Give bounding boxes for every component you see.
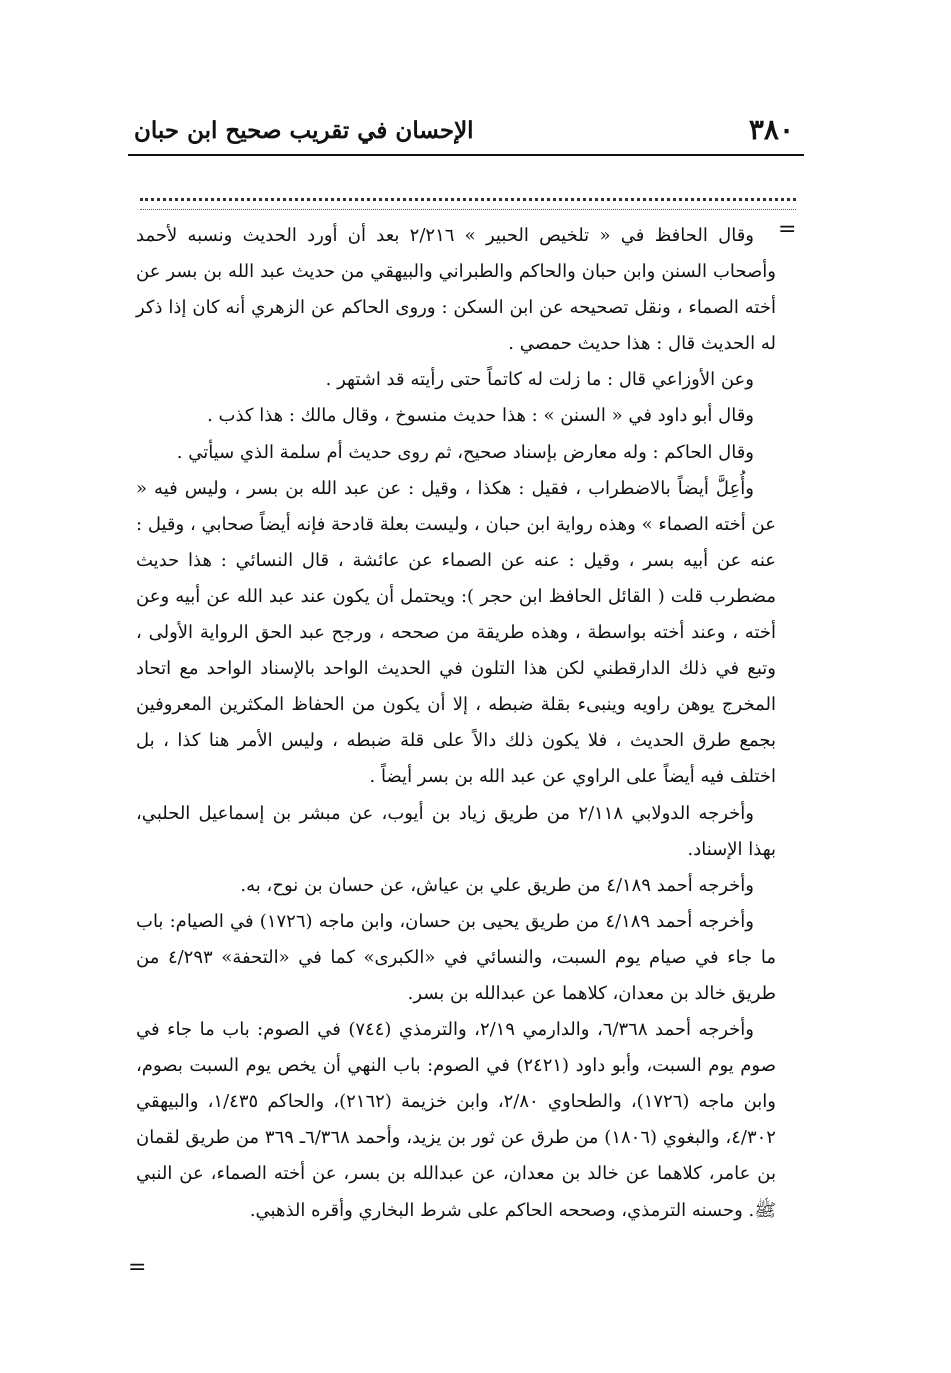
paragraph-ahmad-ayyash: وأخرجه أحمد ٤/١٨٩ من طريق علي بن عياش، عن حسان بن نوح، به. <box>240 874 754 896</box>
paragraph-abu-dawud: وقال أبو داود في « السنن » : هذا حديث منسوخ ، وقال مالك : هذا كذب . <box>207 405 754 427</box>
paragraph-ahmad-darimi: وأخرجه أحمد ٦/٣٦٨، والدارمي ٢/١٩، والترمذي (٧٤٤) في الصوم: باب ما جاء في صوم يوم السبت، وأبو داود (٢٤٢١) في الصوم: باب النهي أن يخص يوم السبت بصوم، وابن ماجه (١٧٢٦)، والطحاوي ٢/٨٠، وابن خزيمة (٢١٦٢)، والحاكم ١/٤٣٥، والبيهقي ٤/٣٠٢، والبغوي (١٨٠٦) من طرق عن ثور بن يزيد، وأحمد ٦/٣٦٨ـ ٣٦٩ من طريق لقمان بن عامر، كلاهما عن خالد بن معدان، عن عبدالله بن بسر، عن أخته الصماء، عن النبي ﷺ. وحسنه الترمذي، وصححه الحاكم على شرط البخاري وأقره الذهبي. <box>136 1019 776 1221</box>
page-number: ٣٨٠ <box>748 113 794 146</box>
paragraph-ahmad-hassan: وأخرجه أحمد ٤/١٨٩ من طريق يحيى بن حسان، وابن ماجه (١٧٢٦) في الصيام: باب ما جاء في صيام يوم السبت، والنسائي في «الكبرى» كما في «التحفة» ٤/٢٩٣ من طريق خالد بن معدان، كلاهما عن عبدالله بن بسر. <box>136 910 776 1004</box>
paragraph-idtirab: وأُعِلَّ أيضاً بالاضطراب ، فقيل : هكذا ، وقيل : عن عبد الله بن بسر ، وليس فيه « عن أخته الصماء » وهذه رواية ابن حبان ، وليست بعلة قادحة فإنه أيضاً صحابي ، وقيل : عنه عن أبيه بسر ، وقيل : عنه عن الصماء عن عائشة ، قال النسائي : هذا حديث مضطرب قلت ( القائل الحافظ ابن حجر ): ويحتمل أن يكون عند عبد الله عن أبيه وعن أخته ، وعند أخته بواسطة ، وهذه طريقة من صححه ، ورجح عبد الحق الرواية الأولى ، وتبع في ذلك الدارقطني لكن هذا التلون في الحديث الواحد بالإسناد الواحد مع اتحاد المخرج يوهن راويه وينبىء بقلة ضبطه ، إلا أن يكون من الحفاظ المكثرين المعروفين بجمع طرق الحديث ، فلا يكون ذلك دالاً على قلة ضبطه ، وليس الأمر هنا كذا ، بل اختلف فيه أيضاً على الراوي عن عبد الله بن بسر أيضاً . <box>136 477 776 788</box>
footnote-separator-rule <box>140 209 796 210</box>
footnote-separator <box>140 198 796 201</box>
continuation-mark-top: = <box>778 217 797 242</box>
page-header <box>128 108 804 156</box>
running-title: الإحسان في تقريب صحيح ابن حبان <box>134 117 474 144</box>
paragraph-hakim: وقال الحاكم : وله معارض بإسناد صحيح، ثم روى حديث أم سلمة الذي سيأتي . <box>176 441 754 463</box>
continuation-mark-bottom: = <box>128 1255 147 1280</box>
paragraph-dulabi: وأخرجه الدولابي ٢/١١٨ من طريق زياد بن أيوب، عن مبشر بن إسماعيل الحلبي، بهذا الإسناد. <box>136 802 776 860</box>
footnote-text <box>136 218 776 1229</box>
paragraph-talkhis: وقال الحافظ في « تلخيص الحبير » ٢/٢١٦ بعد أن أورد الحديث ونسبه لأحمد وأصحاب السنن وابن حبان والحاكم والطبراني والبيهقي من حديث عبد الله بن بسر عن أخته الصماء ، ونقل تصحيحه عن ابن السكن : وروى الحاكم عن الزهري أنه كان إذا ذكر له الحديث قال : هذا حديث حمصي . <box>136 225 776 355</box>
paragraph-awzai: وعن الأوزاعي قال : ما زلت له كاتماً حتى رأيته قد اشتهر . <box>325 369 754 391</box>
